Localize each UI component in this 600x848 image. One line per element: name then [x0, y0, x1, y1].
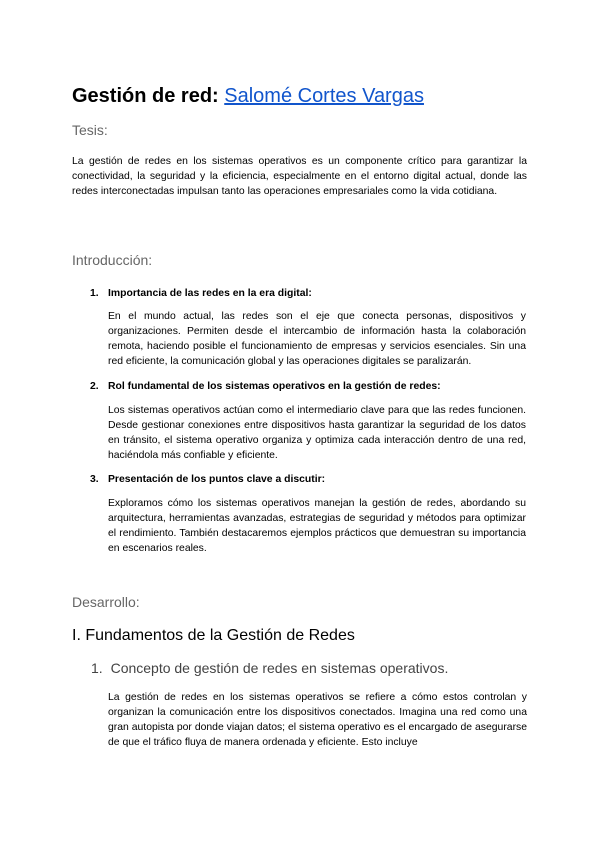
intro-item-2-label: Rol fundamental de los sistemas operativos en la gestión de redes: [108, 381, 441, 392]
section-1-heading: I. Fundamentos de la Gestión de Redes [72, 627, 355, 644]
thesis-paragraph: La gestión de redes en los sistemas operativos es un componente crítico para garantizar la conectividad, la seguridad y la eficiencia, especialmente en el entorno digital actual, donde las redes interconectadas impulsan tanto las operaciones empresariales como la vida cotidiana. [72, 156, 527, 197]
intro-item-2-number: 2. [90, 381, 99, 392]
intro-item-3-number: 3. [90, 474, 99, 485]
intro-item-3-text: Exploramos cómo los sistemas operativos manejan la gestión de redes, abordando su arquitectura, herramientas avanzadas, estrategias de seguridad y métodos para optimizar el rendimiento. También destacaremos ejemplos prácticos que demuestran su importancia en escenarios reales. [108, 498, 526, 554]
intro-item-3-title [90, 472, 325, 487]
intro-item-3-label: Presentación de los puntos clave a discutir: [108, 474, 326, 485]
subsection-1-number: 1. [91, 660, 103, 676]
intro-item-1-text: En el mundo actual, las redes son el eje que conecta personas, dispositivos y organizaciones. Permiten desde el intercambio de información hasta la colaboración remota, haciendo posible el funcionamiento de empresas y servicios esenciales. Sin una red eficiente, la comunicación global y las operaciones digitales se paralizarán. [108, 311, 526, 367]
intro-item-2-title [90, 379, 441, 394]
document-title [72, 84, 424, 108]
intro-item-1-title [90, 286, 312, 301]
intro-heading: Introducción: [72, 252, 153, 268]
subsection-1-text: La gestión de redes en los sistemas operativos se refiere a cómo estos controlan y organizan la comunicación entre los dispositivos conectados. Imagina una red como una gran autopista por donde viajan datos; el sistema operativo es el encargado de asegurarse de que el tráfico fluya de manera ordenada y eficiente. Esto incluye [108, 692, 527, 748]
intro-item-1-label: Importancia de las redes en la era digital: [108, 288, 312, 299]
development-heading: Desarrollo: [72, 594, 140, 610]
intro-item-2-text: Los sistemas operativos actúan como el intermediario clave para que las redes funcionen. Desde gestionar conexiones entre dispositivos hasta garantizar la seguridad de los datos en tránsito, el sistema operativo organiza y optimiza cada interacción dentro de una red, haciéndola más confiable y eficiente. [108, 405, 526, 461]
thesis-heading: Tesis: [72, 122, 108, 138]
subsection-1-label: Concepto de gestión de redes en sistemas operativos. [110, 660, 449, 676]
title-prefix: Gestión de red: [72, 85, 225, 107]
author-link[interactable]: Salomé Cortes Vargas [224, 85, 424, 107]
intro-item-1-number: 1. [90, 288, 99, 299]
subsection-1-heading [91, 659, 448, 677]
